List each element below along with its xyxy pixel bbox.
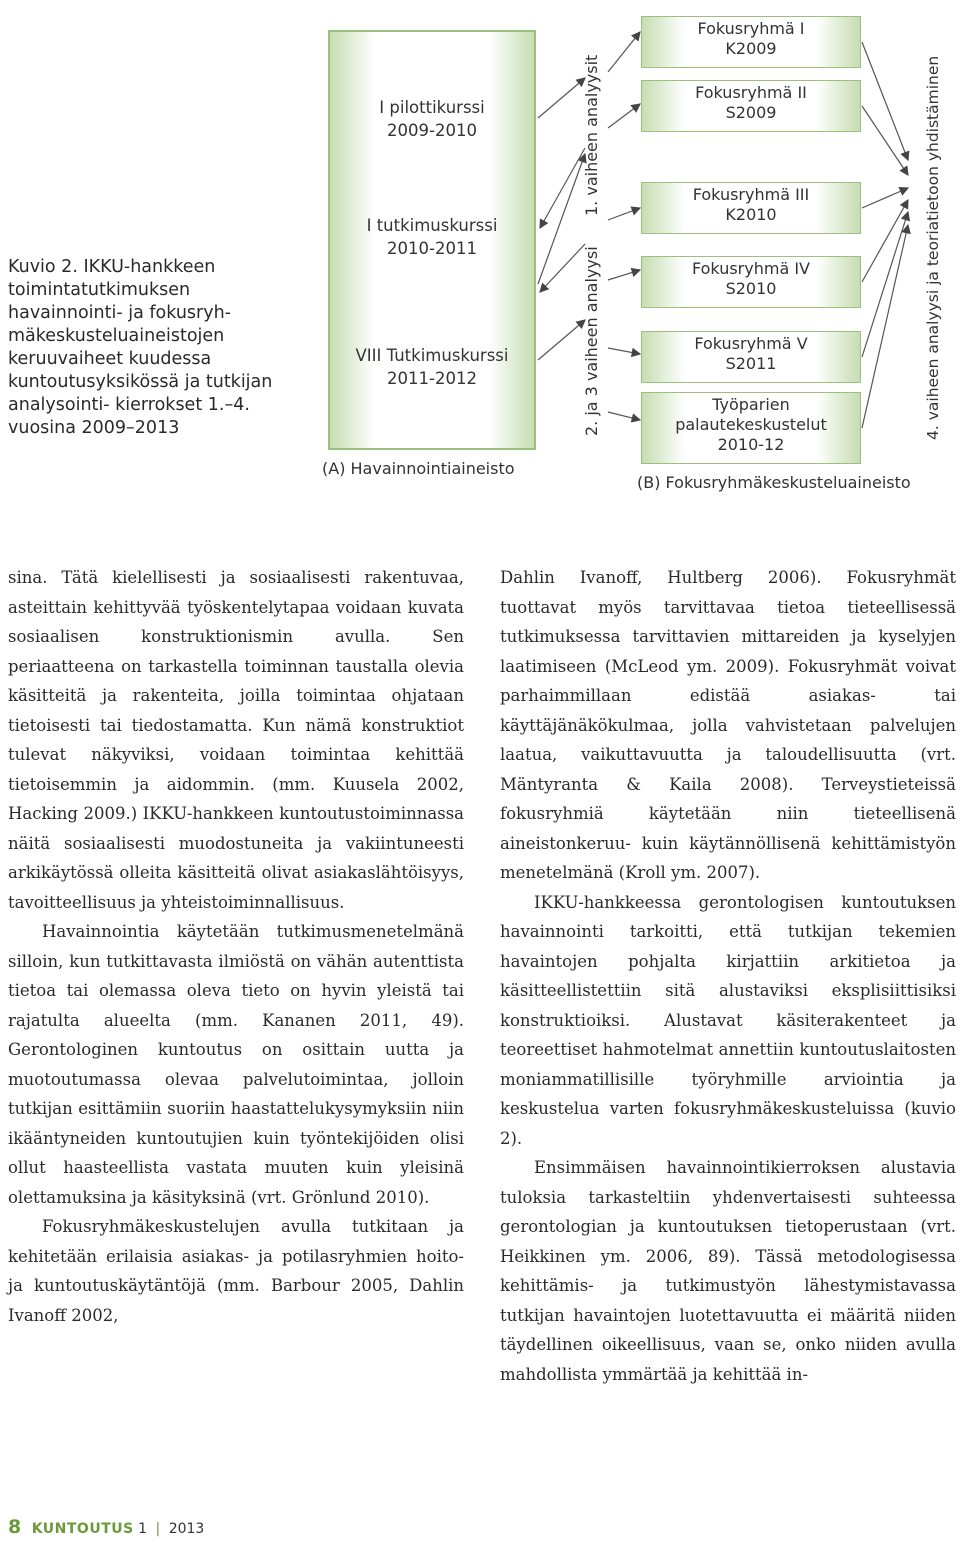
research-course-8-label: VIII Tutkimuskurssi 2011-2012: [355, 346, 509, 388]
paragraph: Dahlin Ivanoff, Hultberg 2006). Fokusryhmät tuottavat myös tarvittavaa tietoa tieteellisessä tutkimuksessa tarvittavien mittareiden ja kyselyjen laatimiseen (McLeod ym. 2009). Fokusryhmät voivat parhaimmillaan edistää asiakas- tai käyttäjänäkökulmaa, jolla vahvistetaan palvelujen laatua, vaikuttavuutta ja taloudellisuutta (vrt. Mäntyranta & Kaila 2008). Terveystieteissä fokusryhmiä käytetään niin tieteellisenä aineistonkeruu- kuin käytännöllisenä kehittämistyön menetelmänä (Kroll ym. 2007).: [500, 568, 956, 882]
paragraph: Ensimmäisen havainnointikierroksen alustavia tuloksia tarkasteltiin yhdenvertaisesti suhteessa gerontologian ja kuntoutuksen tietoperustaan (vrt. Heikkinen ym. 2006, 89). Tässä metodologisessa kehittämis- ja tutkimustyön lähestymistavassa tutkijan havaintojen luotettavuutta ei määritä niiden täydellinen oikeellisuus, vaan se, onko niiden avulla mahdollista ymmärtää ja kehittää in-: [500, 1158, 956, 1384]
phase-2-3-label: 2. ja 3 vaiheen analyysi: [582, 246, 601, 436]
footer-separator: |: [155, 1521, 161, 1537]
label-focus-group-data: (B) Fokusryhmäkeskusteluaineisto: [637, 473, 911, 492]
right-text-column: [500, 563, 956, 1389]
pair-feedback-box: Työparien palautekeskustelut 2010-12: [641, 392, 861, 464]
paragraph: sina. Tätä kielellisesti ja sosiaalisesti rakentuvaa, asteittain kehittyvää työskentelytapaa voidaan kuvata sosiaalisen konstruktionismin avulla. Sen periaatteena on tarkastella toiminnan taustalla olevia käsitteitä ja rakenteita, joilla toimintaa ohjataan tietoisesti tai tiedostamatta. Kun nämä konstruktiot tulevat näkyviksi, voidaan toimintaa kehittää tietoisemmin ja aidommin. (mm. Kuusela 2002, Hacking 2009.) IKKU-hankkeen kuntoutustoiminnassa näitä sosiaalisesti muodostuneita ja vakiintuneesti arkikäytössä olleita käsitteitä olivat asiakaslähtöisyys, tavoitteellisuus ja yhteistoiminnallisuus.: [8, 568, 464, 912]
connector-arrows: [0, 0, 960, 510]
paragraph: Havainnointia käytetään tutkimusmenetelmänä silloin, kun tutkittavasta ilmiöstä on vähän autenttista tietoa tai olemassa oleva tieto on hyvin yleistä tai rajatulta alueelta (mm. Kananen 2011, 49). Gerontologinen kuntoutus on osittain uutta ja muotoutumassa olevaa palvelutoimintaa, jolloin tutkijan esittämiin suoriin haastattelukysymyksiin niin ikääntyneiden kuntoutujien kuin työntekijöiden olisi ollut haasteellista vastata muuten kuin yleisinä olettamuksina ja käsityksinä (vrt. Grönlund 2010).: [8, 922, 464, 1207]
issue-year: 2013: [168, 1521, 205, 1537]
page-number: 8: [8, 1516, 22, 1538]
research-course-1-label: I tutkimuskurssi 2010-2011: [366, 216, 498, 258]
focus-group-2-box: Fokusryhmä II S2009: [641, 80, 861, 132]
left-text-column: [8, 563, 464, 1330]
focus-group-5-box: Fokusryhmä V S2011: [641, 331, 861, 383]
pilot-course-label: I pilottikurssi 2009-2010: [379, 98, 485, 140]
figure-diagram: [0, 0, 960, 510]
page-footer: [8, 1516, 204, 1538]
magazine-name: KUNTOUTUS: [31, 1521, 134, 1537]
focus-group-1-box: Fokusryhmä I K2009: [641, 16, 861, 68]
label-observation-data: (A) Havainnointiaineisto: [322, 459, 515, 478]
phase-1-label: 1. vaiheen analyysit: [582, 54, 601, 216]
phase-4-label: 4. vaiheen analyysi ja teoriatietoon yhdistäminen: [924, 55, 942, 440]
paragraph: IKKU-hankkeessa gerontologisen kuntoutuksen havainnointi tarkoitti, että tutkijan tekemien havaintojen pohjalta kirjattiin arkitietoa ja käsitteellistettiin sitä alustaviksi eksplisiittisiksi konstruktioiksi. Alustavat käsiterakenteet ja teoreettiset hahmotelmat annettiin kuntoutuslaitosten moniammatillisille työryhmille arviointia ja keskustelua varten fokusryhmäkeskusteluissa (kuvio 2).: [500, 892, 956, 1148]
focus-group-3-box: Fokusryhmä III K2010: [641, 182, 861, 234]
issue-number: 1: [138, 1521, 148, 1537]
focus-group-4-box: Fokusryhmä IV S2010: [641, 256, 861, 308]
paragraph: Fokusryhmäkeskustelujen avulla tutkitaan ja kehitetään erilaisia asiakas- ja potilasryhmien hoito- ja kuntoutuskäytäntöjä (mm. Barbour 2005, Dahlin Ivanoff 2002,: [8, 1217, 464, 1325]
figure-caption: Kuvio 2. IKKU-hankkeen toimintatutkimuksen havainnointi- ja fokusryh- mäkeskusteluaineistojen keruuvaiheet kuudessa kuntoutusyksikössä ja tutkijan analysointi- kierrokset 1.–4. vuosina 2009–2013: [8, 257, 273, 438]
